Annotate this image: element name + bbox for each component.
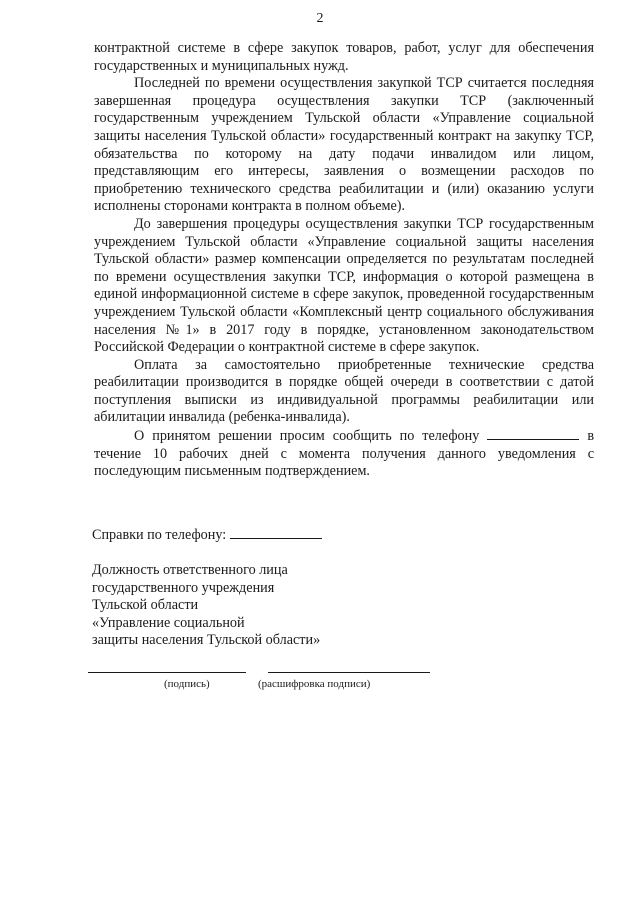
reference-phone <box>92 526 322 544</box>
official-line: защиты населения Тульской области» <box>92 632 321 649</box>
official-position-block <box>92 562 320 650</box>
signature-decode-caption: (расшифровка подписи) <box>258 678 371 690</box>
paragraph-compensation-size: До завершения процедуры осуществления закупки ТСР государственным учреждением Тульской области «Управление социальной защиты населения Тульской области» размер компенсации определяется по результатам последней по времени осуществления закупки ТСР, информация о которой размещена в единой информационной системе в сфере закупок, проведенной государственным учреждением Тульской области «Комплексный центр социального обслуживания населения №1» в 2017 году в порядке, установленном законодательством Российской Федерации о контрактной системе в сфере закупок. <box>94 215 594 356</box>
document-body <box>94 40 594 481</box>
notice-text-before: О принятом решении просим сообщить по телефону <box>134 428 480 445</box>
official-line: Тульской области <box>92 597 199 614</box>
phone-blank-line <box>487 427 579 440</box>
paragraph-notice <box>94 427 594 481</box>
official-line: Должность ответственного лица <box>92 562 288 578</box>
paragraph-continuation: контрактной системе в сфере закупок товаров, работ, услуг для обеспечения государственных и муниципальных нужд. <box>94 40 594 74</box>
official-line: «Управление социальной <box>92 614 245 631</box>
reference-label: Справки по телефону: <box>92 527 227 543</box>
paragraph-payment-order: Оплата за самостоятельно приобретенные технические средства реабилитации производится в порядке общей очереди в соответствии с датой поступления выписки из индивидуальной программы реабилитации или абилитации инвалида (ребенка-инвалида). <box>94 356 594 426</box>
notice-text-after: в течение 10 рабочих дней с момента получения данного уведомления с последующим письменным подтверждением. <box>94 428 595 480</box>
signature-decode-line <box>268 672 430 673</box>
reference-phone-blank <box>230 526 322 539</box>
signature-caption: (подпись) <box>164 678 210 690</box>
page-number: 2 <box>316 11 324 26</box>
signature-line <box>88 672 246 673</box>
paragraph-last-procurement: Последней по времени осуществления закупкой ТСР считается последняя завершенная процедура осуществления закупки ТСР (заключенный государственным учреждением Тульской области «Управление социальной защиты населения Тульской области» государственный контракт на закупку ТСР, обязательства по которому на дату подачи инвалидом или лицом, представляющим его интересы, заявления о возмещении расходов по приобретению технического средства реабилитации и (или) оказанию услуги исполнены сторонами контракта в полном объеме). <box>94 75 594 215</box>
official-line: государственного учреждения <box>92 579 275 596</box>
